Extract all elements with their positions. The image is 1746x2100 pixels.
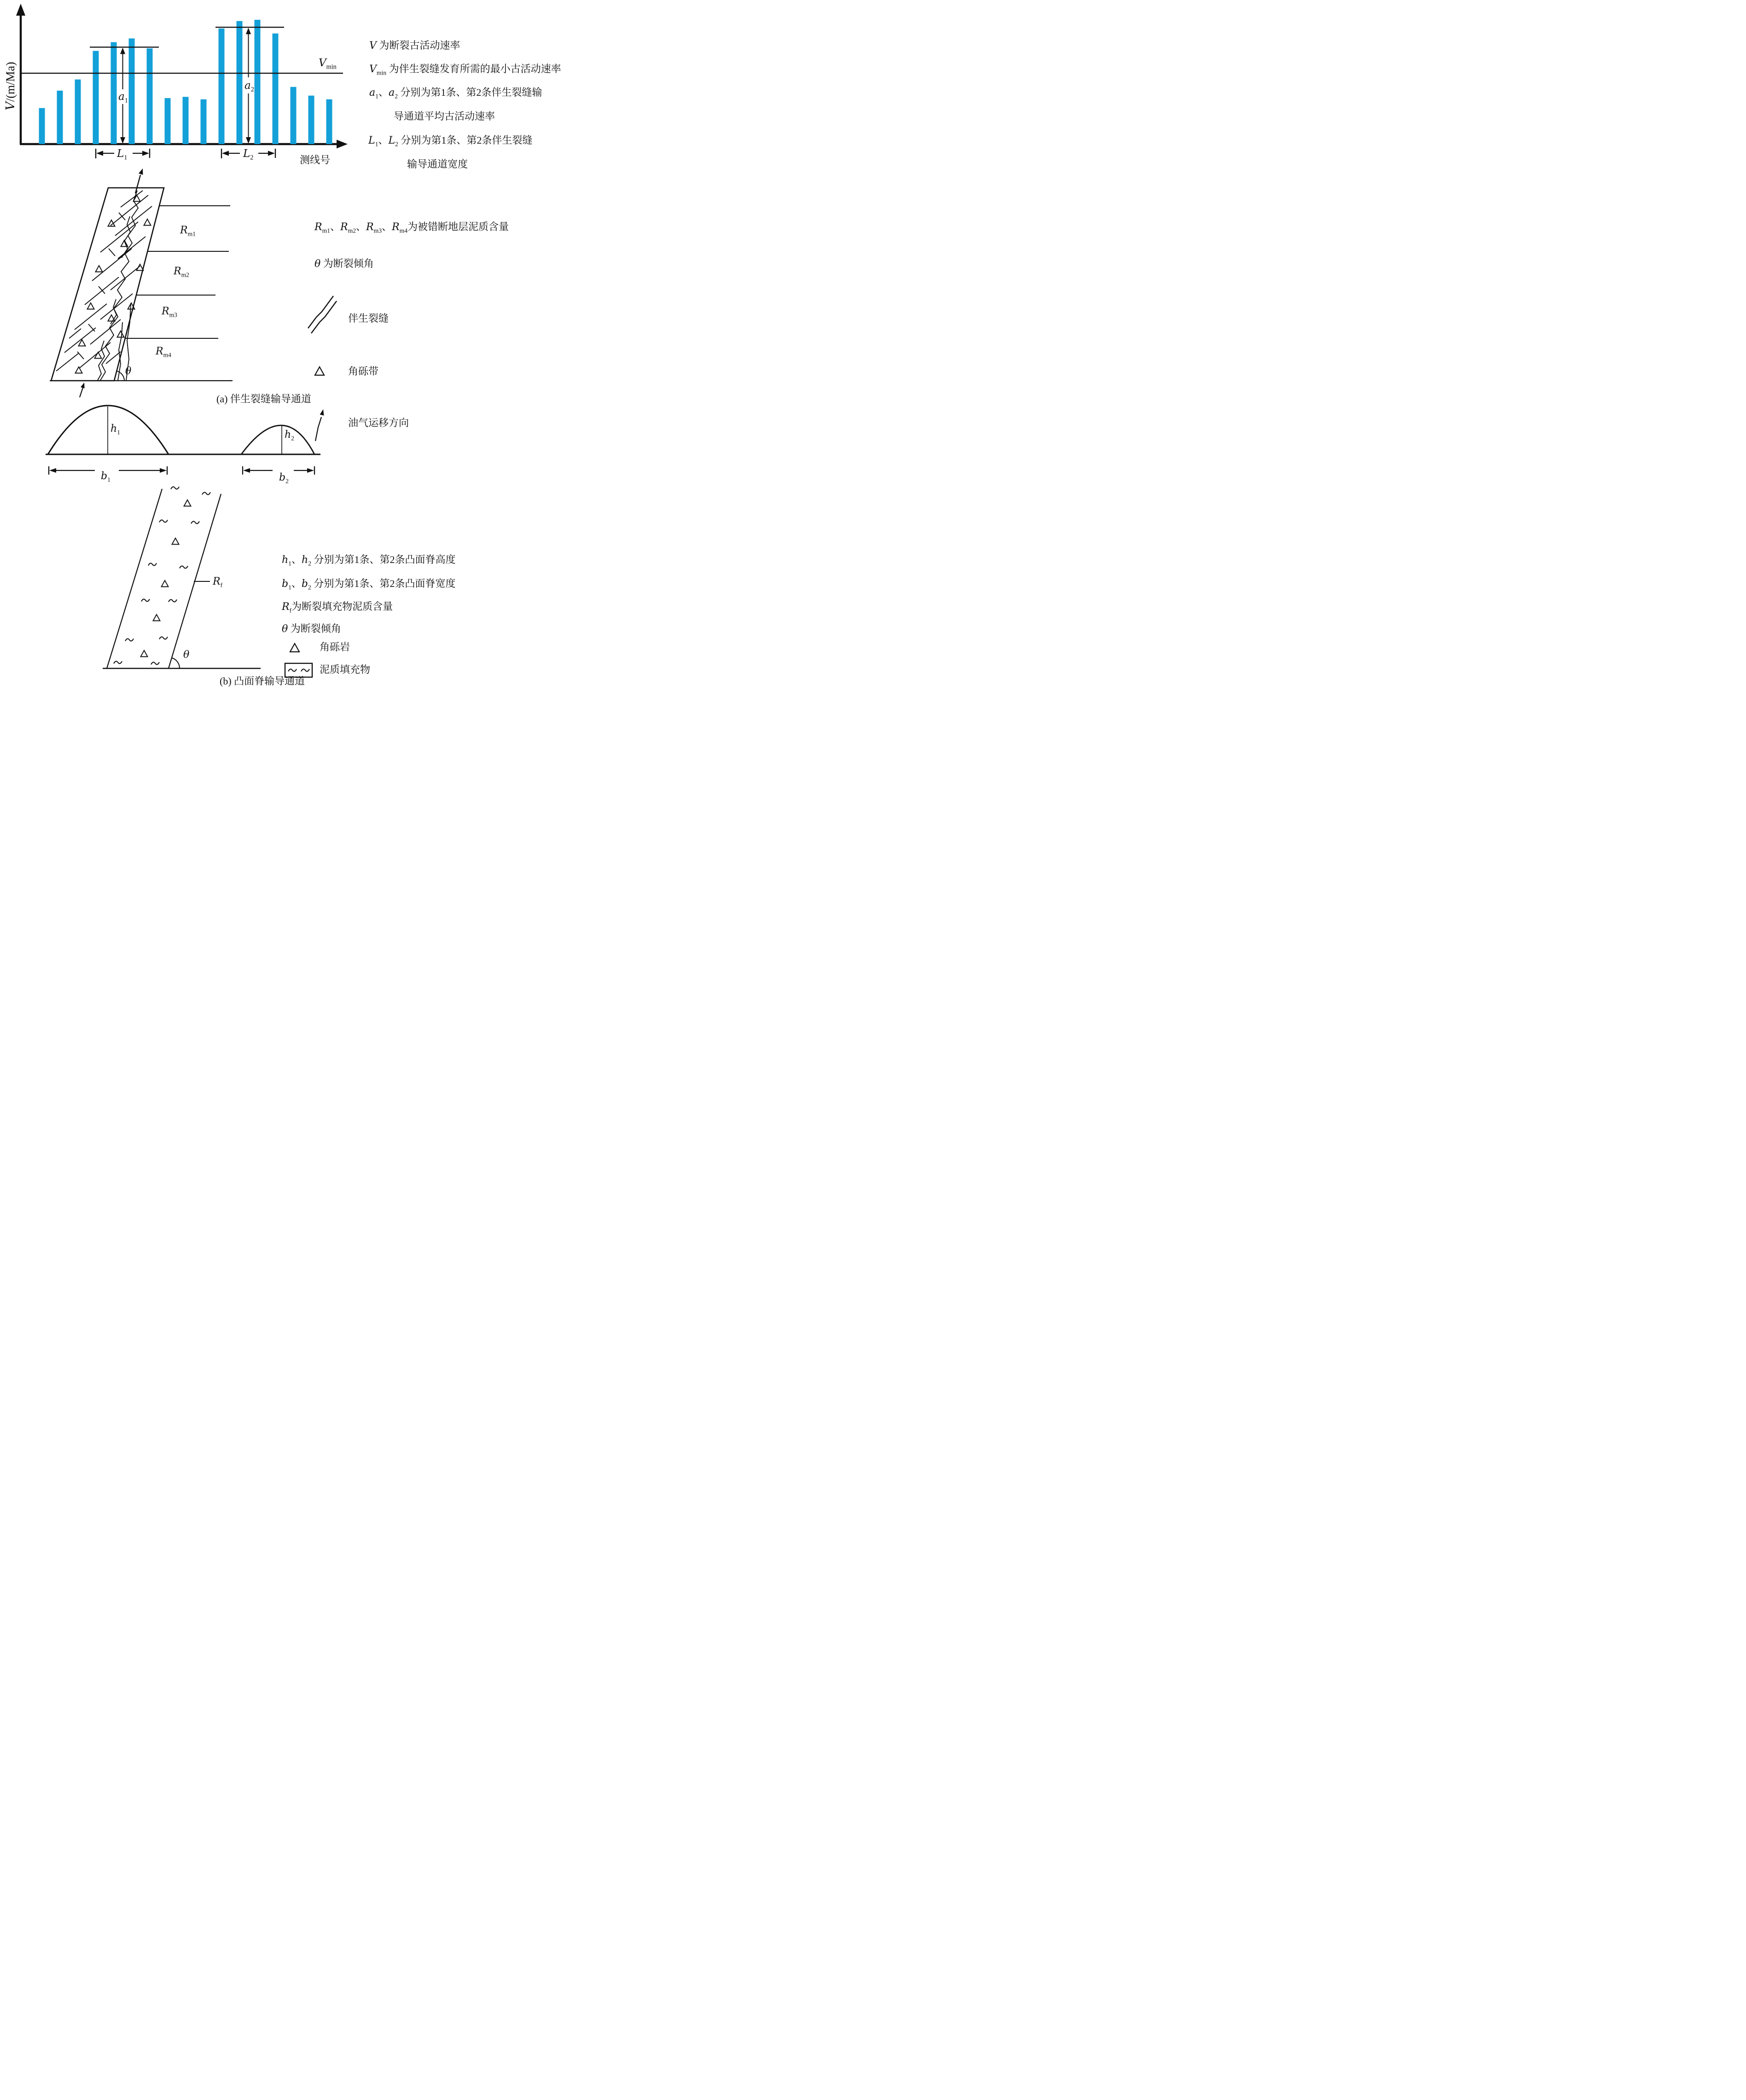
theta-label-b: θ — [183, 649, 190, 661]
bar-line-9 — [183, 97, 189, 144]
a1-arrow-arrowhead-down — [120, 137, 125, 144]
y-axis-arrowhead — [16, 4, 25, 16]
legend-top-line3: $a_1$、$a_2$ 分别为第1条、第2条伴生裂缝输 — [369, 87, 542, 100]
breccia-legend-icon-b — [290, 644, 299, 652]
bar-line-10 — [201, 99, 207, 144]
legend-b-line3: $R_f$为断裂填充物泥质含量 — [282, 601, 393, 614]
bar-line-1 — [39, 108, 45, 144]
h2-label: $h_2$ — [285, 429, 294, 442]
a2-arrow-arrowhead-down — [246, 137, 251, 144]
bar-line-12 — [237, 21, 243, 144]
bar-line-14 — [273, 34, 279, 144]
a1-arrow-arrowhead-up — [120, 47, 125, 54]
theta-label-a: θ — [125, 365, 132, 377]
legend-top-line2: $V_{min}$ 为伴生裂缝发育所需的最小古活动速率 — [369, 63, 561, 76]
ridge-2-curve — [241, 425, 314, 454]
legend-a-breccia-label: 角砾带 — [348, 365, 379, 377]
rm3-label: $R_{m3}$ — [162, 306, 177, 319]
bar-line-7 — [147, 48, 153, 144]
a2-arrow-arrowhead-up — [246, 28, 251, 34]
bar-line-17 — [326, 99, 332, 144]
ridge-1-curve — [48, 406, 169, 454]
L2-dim-arrowhead-right — [268, 151, 275, 156]
b1-label: $b_1$ — [101, 470, 111, 483]
rm4-label: $R_{m4}$ — [156, 346, 171, 359]
migration-arrow-top — [135, 168, 143, 193]
bar-line-16 — [308, 96, 314, 144]
breccia-legend-icon-a — [315, 367, 324, 375]
legend-top-line6: 输导通道宽度 — [407, 158, 468, 170]
dip-angle-arc-b — [172, 658, 180, 668]
legend-b-breccia-label: 角砾岩 — [320, 641, 350, 653]
rm1-label: $R_{m1}$ — [180, 225, 196, 238]
legend-a-line1: $R_{m1}$、$R_{m2}$、$R_{m3}$、$R_{m4}$为被错断地层泥质含量 — [314, 221, 509, 234]
bar-line-3 — [75, 80, 81, 144]
breccia-triangles-b — [141, 500, 191, 657]
bar-line-5 — [111, 42, 117, 144]
vmin-label: $V_{min}$ — [319, 57, 337, 71]
bar-chart — [21, 20, 343, 158]
L2-dim-arrowhead-left — [222, 151, 229, 156]
bar-line-4 — [93, 51, 99, 145]
rf-label: $R_f$ — [213, 576, 223, 589]
legend-top-line1: V 为断裂古活动速率 — [369, 40, 460, 52]
caption-b: (b) 凸面脊输导通道 — [220, 675, 305, 687]
caption-a: (a) 伴生裂缝输导通道 — [216, 393, 311, 405]
a1-label: $a_1$ — [118, 91, 128, 104]
x-axis-arrowhead — [337, 140, 348, 149]
b2-label: $b_2$ — [279, 472, 289, 485]
legend-b-mud-label: 泥质填充物 — [320, 664, 371, 675]
y-axis-label: V/(m/Ma) — [4, 62, 17, 110]
L1-dim-arrowhead-right — [142, 151, 149, 156]
legend-a-line2: θ 为断裂倾角 — [314, 258, 374, 270]
a2-label: $a_2$ — [244, 80, 254, 93]
convex-ridge-profiles — [46, 406, 320, 475]
legend-top-line5: $L_1$、$L_2$ 分别为第1条、第2条伴生裂缝 — [368, 134, 533, 148]
h1-label: $h_1$ — [111, 423, 120, 436]
bar-line-11 — [219, 29, 225, 144]
legend-top-line4: 导通道平均古活动速率 — [394, 110, 495, 122]
legend-a-fracture-label: 伴生裂缝 — [348, 313, 389, 324]
bar-line-13 — [255, 20, 261, 144]
diagram-b-fault-zone — [103, 487, 261, 669]
fault-left-line-b — [107, 489, 162, 668]
chart-axes — [16, 4, 348, 149]
bar-line-15 — [291, 87, 297, 144]
L1-label: $L_1$ — [117, 148, 128, 162]
L1-dim-arrowhead-left — [96, 151, 103, 156]
legend-b-line1: $h_1$、$h_2$ 分别为第1条、第2条凸面脊高度 — [282, 554, 456, 567]
bar-line-2 — [57, 91, 63, 144]
x-axis-label: 测线号 — [300, 154, 331, 166]
rm2-label: $R_{m2}$ — [174, 266, 189, 278]
migration-legend-icon — [315, 409, 324, 441]
figure-page — [0, 0, 582, 700]
legend-symbols — [285, 296, 337, 677]
diagram-a-fault-zone — [50, 168, 233, 397]
fracture-lines — [56, 191, 152, 380]
b2-dimension — [243, 466, 314, 475]
bar-line-8 — [165, 98, 171, 144]
fracture-legend-icon — [308, 296, 337, 333]
L2-label: $L_2$ — [243, 148, 254, 162]
legend-b-line2: $b_1$、$b_2$ 分别为第1条、第2条凸面脊宽度 — [282, 578, 456, 591]
bar-line-6 — [129, 39, 135, 145]
legend-b-line4: θ 为断裂倾角 — [282, 623, 341, 635]
legend-a-migration-label: 油气运移方向 — [348, 417, 409, 429]
figure-line-art — [0, 0, 582, 700]
migration-arrow-bottom — [80, 383, 85, 397]
fault-band-a — [51, 188, 164, 381]
